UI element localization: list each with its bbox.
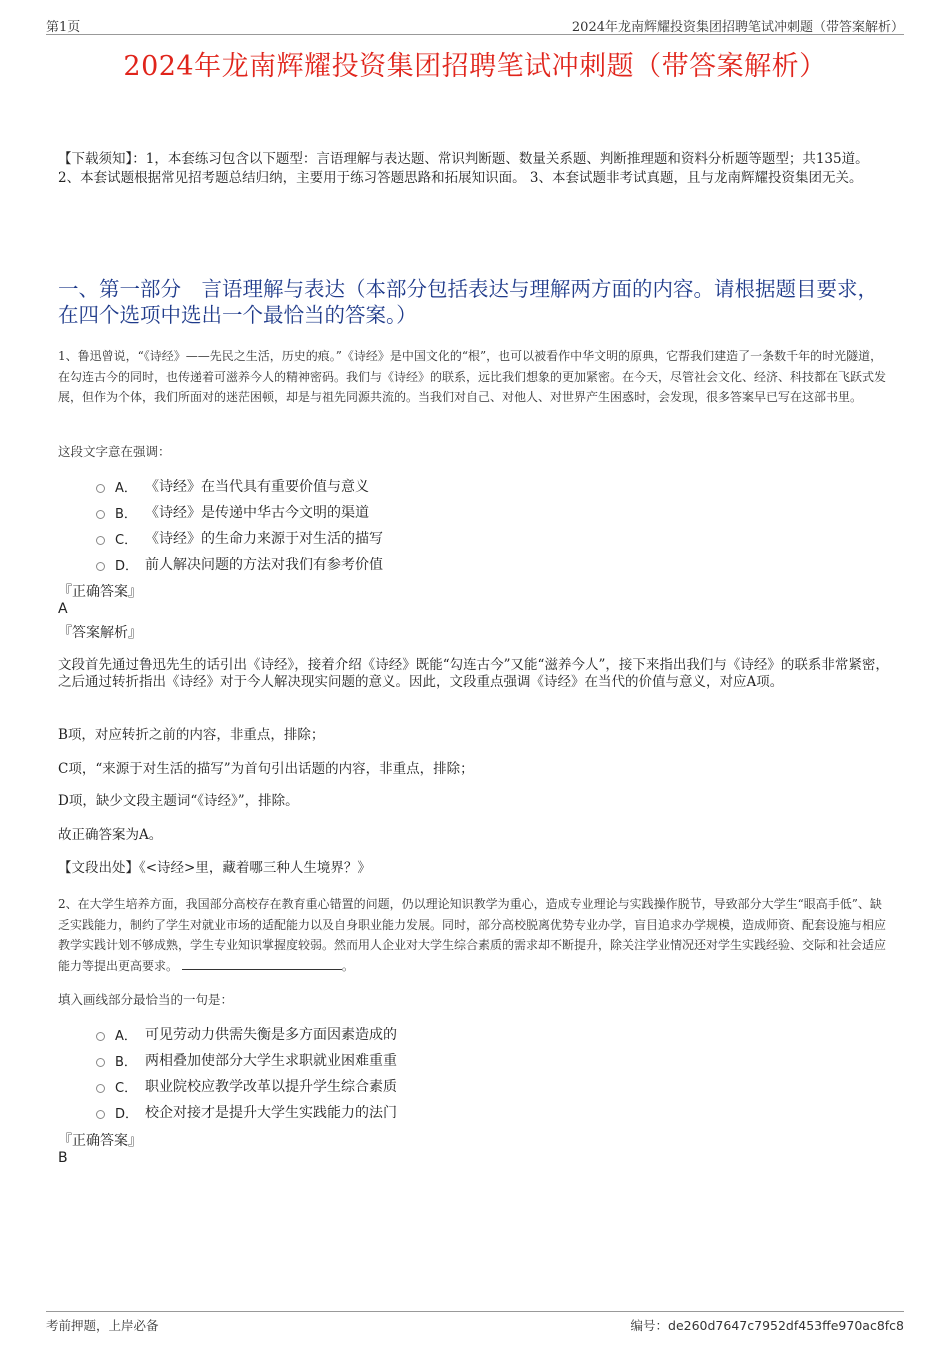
option-d[interactable]: D． 前人解决问题的方法对我们有参考价值: [96, 551, 383, 577]
correct-answer: A: [58, 601, 68, 617]
analysis-paragraph: 文段首先通过鲁迅先生的话引出《诗经》，接着介绍《诗经》既能“勾连古今”又能“滋养今人”，接下来指出我们与《诗经》的联系非常紧密，之后通过转折指出《诗经》对于今人解决现实问题的意义。因此，文段重点强调《诗经》在当代的价值与意义，对应A项。: [58, 657, 889, 690]
question-1-text: 1、鲁迅曾说，“《诗经》——先民之生活，历史的痕。”《诗经》是中国文化的“根”，也可以被看作中华文明的原典，它帮我们建造了一条数千年的时光隧道，在勾连古今的同时，也传递着可滋养今人的精神密码。我们与《诗经》的联系，远比我们想象的更加紧密。在今天，尽管社会文化、经济、科技都在飞跃式发展，但作为个体，我们所面对的迷茫困顿，却是与祖先同源共流的。当我们对自己、对他人、对世界产生困惑时，会发现，很多答案早已写在这部书里。: [58, 349, 887, 404]
document-id: 编号：de260d7647c7952df453ffe970ac8fc8: [630, 1318, 904, 1333]
page-footer: [46, 1311, 904, 1336]
radio-button[interactable]: [96, 1084, 105, 1093]
document-title: 2024年龙南辉耀投资集团招聘笔试冲刺题（带答案解析）: [123, 51, 827, 82]
analysis-paragraph: 故正确答案为A。: [58, 827, 163, 843]
radio-button[interactable]: [96, 510, 105, 519]
question-2-prompt: 填入画线部分最恰当的一句是：: [58, 992, 234, 1007]
analysis-paragraph: C项，“来源于对生活的描写”为首句引出话题的内容，非重点，排除；: [58, 761, 474, 777]
correct-answer-label: 『正确答案』: [58, 584, 142, 600]
analysis-paragraph: D项，缺少文段主题词“《诗经》”，排除。: [58, 793, 299, 809]
option-b[interactable]: B． 《诗经》是传递中华古今文明的渠道: [96, 499, 383, 525]
option-a[interactable]: A． 《诗经》在当代具有重要价值与意义: [96, 473, 383, 499]
radio-button[interactable]: [96, 1032, 105, 1041]
page-header: [46, 14, 904, 35]
question-1-options: [96, 473, 383, 577]
source-citation: 【文段出处】《<诗经>里，藏着哪三种人生境界？》: [58, 860, 371, 876]
section-title: 一、第一部分 言语理解与表达（本部分包括表达与理解两方面的内容。请根据题目要求，在四个选项中选出一个最恰当的答案。）: [58, 277, 878, 327]
option-b[interactable]: B． 两相叠加使部分大学生求职就业困难重重: [96, 1047, 397, 1073]
page-number: 第1页: [46, 20, 81, 35]
radio-button[interactable]: [96, 1058, 105, 1067]
option-c[interactable]: C． 《诗经》的生命力来源于对生活的描写: [96, 525, 383, 551]
radio-button[interactable]: [96, 484, 105, 493]
option-a[interactable]: A． 可见劳动力供需失衡是多方面因素造成的: [96, 1021, 397, 1047]
question-1-prompt: 这段文字意在强调：: [58, 444, 171, 459]
analysis-label: 『答案解析』: [58, 625, 142, 641]
option-c[interactable]: C． 职业院校应教学改革以提升学生综合素质: [96, 1073, 397, 1099]
radio-button[interactable]: [96, 536, 105, 545]
download-notice: 【下载须知】：1，本套练习包含以下题型：言语理解与表达题、常识判断题、数量关系题、判断推理题和资料分析题等题型；共135道。 2、本套试题根据常见招考题总结归纳，主要用于练习答题思路和拓展知识面。 3、本套试题非考试真题，且与龙南辉耀投资集团无关。: [58, 151, 869, 186]
correct-answer: B: [58, 1150, 68, 1166]
correct-answer-label: 『正确答案』: [58, 1133, 142, 1149]
fill-blank-line: [182, 957, 342, 970]
question-2-options: [96, 1021, 397, 1125]
question-2-text: 2、在大学生培养方面，我国部分高校存在教育重心错置的问题，仍以理论知识教学为重心，造成专业理论与实践操作脱节，导致部分大学生“眼高手低”、缺乏实践能力，制约了学生对就业市场的适配能力以及自身职业能力发展。同时，部分高校脱离优势专业办学，盲目追求办学规模，造成师资、配套设施与相应教学实践计划不够成熟，学生专业知识掌握度较弱。然而用人企业对大学生综合素质的需求却不断提升，除关注学业情况还对学生实践经验、交际和社会适应能力等提出更高要求。 。: [58, 897, 887, 973]
radio-button[interactable]: [96, 1110, 105, 1119]
footer-slogan: 考前押题，上岸必备: [46, 1318, 159, 1333]
option-d[interactable]: D． 校企对接才是提升大学生实践能力的法门: [96, 1099, 397, 1125]
analysis-paragraph: B项，对应转折之前的内容，非重点，排除；: [58, 727, 325, 743]
radio-button[interactable]: [96, 562, 105, 571]
header-doc-title: 2024年龙南辉耀投资集团招聘笔试冲刺题（带答案解析）: [571, 20, 904, 35]
